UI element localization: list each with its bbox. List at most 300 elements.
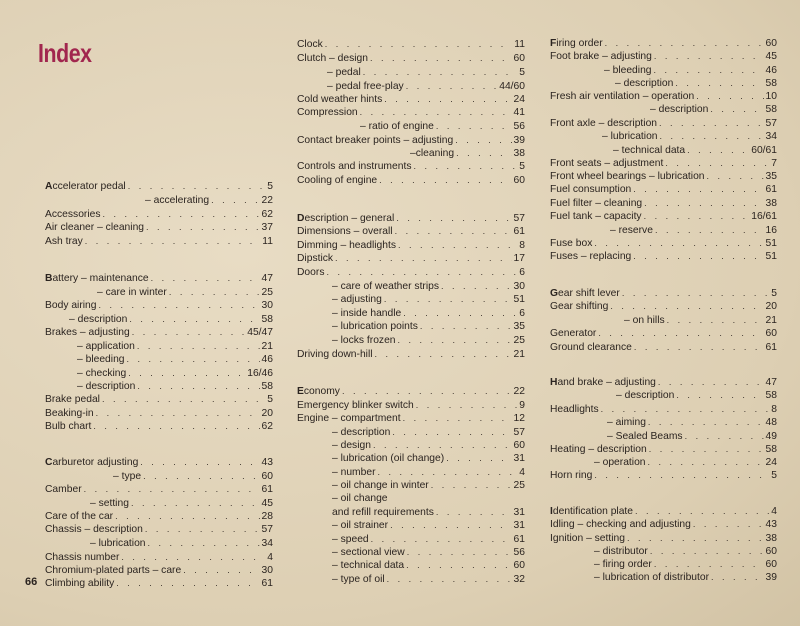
entry-page-ref: 45/47 [247, 327, 273, 338]
entry-label [550, 287, 620, 300]
entry-page-ref: 6 [519, 267, 525, 278]
entry-text: – setting [90, 498, 129, 509]
index-entry [616, 389, 777, 402]
index-entry [332, 479, 525, 492]
entry-label [615, 77, 673, 90]
letter-initial: H [550, 377, 558, 388]
index-entry [332, 452, 525, 465]
entry-text: – type of oil [332, 574, 385, 585]
entry-text: – on hills [624, 315, 665, 326]
index-entry [550, 170, 777, 183]
entry-label [45, 551, 119, 564]
index-entry [610, 224, 777, 237]
dot-leader [373, 439, 512, 452]
entry-page-ref: 25 [261, 287, 273, 298]
entry-label [297, 38, 323, 51]
index-entry [332, 506, 525, 519]
entry-page-ref: 61 [513, 226, 525, 237]
entry-label [77, 380, 135, 393]
index-entry [594, 558, 777, 571]
dot-leader [605, 37, 764, 50]
entry-label [550, 443, 647, 456]
entry-page-ref: 60 [513, 175, 525, 186]
entry-label [332, 293, 382, 306]
entry-page-ref: 61 [261, 578, 273, 589]
entry-page-ref: 60/61 [751, 145, 777, 156]
entry-label [297, 225, 393, 238]
entry-page-ref: 58 [261, 314, 273, 325]
entry-page-ref: 12 [513, 413, 525, 424]
entry-page-ref: 44/60 [499, 81, 525, 92]
index-entry [77, 367, 273, 380]
entry-label [297, 160, 411, 173]
entry-label [332, 519, 388, 532]
entry-text: Front wheel bearings – lubrication [550, 171, 705, 182]
entry-label [77, 353, 125, 366]
entry-page-ref: 60 [765, 328, 777, 339]
entry-label [550, 117, 657, 130]
entry-label [332, 307, 401, 320]
entry-label [550, 237, 592, 250]
entry-label [550, 532, 625, 545]
entry-page-ref: 5 [519, 161, 525, 172]
entry-text: – number [332, 467, 376, 478]
index-entry [550, 183, 777, 196]
entry-label [45, 456, 138, 469]
entry-text: Cold weather hints [297, 94, 383, 105]
entry-page-ref: 58 [261, 381, 273, 392]
entry-page-ref: 5 [771, 470, 777, 481]
entry-page-ref: 45 [261, 498, 273, 509]
entry-text: arburetor adjusting [52, 457, 139, 468]
entry-page-ref: 38 [765, 533, 777, 544]
dot-leader [398, 334, 512, 347]
dot-leader [693, 518, 764, 531]
dot-leader [363, 66, 517, 79]
dot-leader [390, 519, 511, 532]
index-entry [332, 546, 525, 559]
entry-page-ref: 58 [765, 78, 777, 89]
entry-page-ref: 46 [261, 354, 273, 365]
index-entry [297, 212, 525, 225]
entry-text: Fuse box [550, 238, 593, 249]
entry-text: Idling – checking and adjusting [550, 519, 691, 530]
index-entry [550, 37, 777, 50]
entry-text: Clutch – design [297, 53, 368, 64]
entry-label [550, 170, 705, 183]
index-entry [45, 326, 273, 339]
dot-leader [85, 235, 261, 248]
entry-text: Air cleaner – cleaning [45, 222, 145, 233]
entry-text: Chassis – description [45, 524, 143, 535]
entry-page-ref: 37 [261, 222, 273, 233]
entry-label [550, 327, 596, 340]
entry-label [550, 37, 603, 50]
dot-leader [326, 266, 517, 279]
entry-page-ref: 31 [513, 507, 525, 518]
entry-text: Horn ring [550, 470, 593, 481]
entry-label [45, 221, 144, 234]
dot-leader [598, 327, 763, 340]
index-entry [113, 470, 273, 483]
dot-leader [633, 250, 763, 263]
dot-leader [370, 52, 512, 65]
dot-leader [378, 466, 518, 479]
dot-leader [384, 93, 511, 106]
letter-initial: G [550, 288, 559, 299]
index-entry [332, 293, 525, 306]
index-entry [550, 237, 777, 250]
dot-leader [379, 174, 511, 187]
entry-page-ref: 5 [519, 67, 525, 78]
entry-page-ref: 34 [261, 538, 273, 549]
dot-leader [675, 77, 763, 90]
entry-label [45, 326, 130, 339]
entry-page-ref: 20 [261, 408, 273, 419]
entry-page-ref: 60 [261, 471, 273, 482]
index-entry [45, 483, 273, 496]
entry-label [45, 510, 113, 523]
dot-leader [648, 456, 764, 469]
entry-text: ccelerator pedal [52, 181, 126, 192]
dot-leader [622, 287, 769, 300]
index-entry [297, 266, 525, 279]
entry-text: Dipstick [297, 253, 334, 264]
index-entry [550, 469, 777, 482]
dot-leader [710, 103, 763, 116]
dot-leader [665, 157, 769, 170]
entry-page-ref: 10 [765, 91, 777, 102]
entry-text: – oil strainer [332, 520, 389, 531]
index-entry [297, 412, 525, 425]
index-entry [332, 439, 525, 452]
entry-page-ref: 16/61 [751, 211, 777, 222]
index-entry [550, 157, 777, 170]
entry-page-ref: 47 [261, 273, 273, 284]
index-entry [550, 117, 777, 130]
dot-leader [455, 134, 511, 147]
dot-leader [116, 577, 259, 590]
dot-leader [137, 380, 259, 393]
dot-leader [707, 170, 764, 183]
entry-text: Fuel filter – cleaning [550, 198, 643, 209]
entry-label [332, 506, 434, 519]
entry-label [616, 389, 674, 402]
index-entry [327, 80, 525, 93]
dot-leader [325, 38, 513, 51]
dot-leader [398, 239, 517, 252]
entry-label [332, 466, 376, 479]
entry-page-ref: 39 [513, 135, 525, 146]
index-entry [297, 239, 525, 252]
entry-text: Dimensions – overall [297, 226, 393, 237]
index-entry [297, 106, 525, 119]
entry-text: – type [113, 471, 142, 482]
entry-text: – pedal [327, 67, 361, 78]
entry-page-ref: 30 [513, 281, 525, 292]
entry-label [97, 286, 167, 299]
entry-page-ref: 5 [267, 394, 273, 405]
dot-leader [145, 523, 260, 536]
entry-page-ref: 57 [513, 213, 525, 224]
entry-text: – Sealed Beams [607, 431, 683, 442]
dot-leader [132, 326, 246, 339]
index-entry [45, 393, 273, 406]
dot-leader [633, 183, 763, 196]
entry-label [613, 144, 685, 157]
entry-text: Ground clearance [550, 342, 632, 353]
entry-page-ref: 9 [519, 400, 525, 411]
dot-leader [446, 452, 511, 465]
entry-label [145, 194, 209, 207]
entry-label [45, 483, 82, 496]
entry-page-ref: 7 [771, 158, 777, 169]
entry-label [45, 235, 83, 248]
dot-leader [151, 272, 260, 285]
entry-text: – adjusting [332, 294, 382, 305]
entry-page-ref: 4 [519, 467, 525, 478]
entry-page-ref: 51 [765, 238, 777, 249]
entry-page-ref: 60 [765, 38, 777, 49]
dot-leader [711, 571, 763, 584]
entry-label [90, 537, 146, 550]
entry-text: Engine – compartment [297, 413, 401, 424]
dot-leader [146, 221, 260, 234]
index-entry [297, 399, 525, 412]
dot-leader [416, 399, 518, 412]
entry-text: dentification plate [552, 506, 634, 517]
dot-leader [140, 456, 259, 469]
entry-label [297, 385, 340, 398]
index-entry [45, 235, 273, 248]
entry-page-ref: 21 [765, 315, 777, 326]
entry-label [297, 134, 453, 147]
entry-page-ref: 21 [261, 341, 273, 352]
entry-page-ref: 8 [519, 240, 525, 251]
entry-label [332, 559, 404, 572]
entry-label [550, 183, 631, 196]
entry-page-ref: 38 [513, 148, 525, 159]
index-entry [332, 426, 525, 439]
entry-label [410, 147, 454, 160]
entry-label [332, 452, 444, 465]
entry-text: Gear shifting [550, 301, 609, 312]
dot-leader [594, 469, 769, 482]
index-entry [45, 208, 273, 221]
entry-text: – lubrication [602, 131, 658, 142]
index-entry [550, 532, 777, 545]
entry-label [69, 313, 127, 326]
entry-label [297, 174, 377, 187]
dot-leader [384, 293, 512, 306]
index-entry [297, 160, 525, 173]
entry-text: conomy [303, 386, 340, 397]
dot-leader [654, 50, 764, 63]
entry-text: Headlights [550, 404, 599, 415]
entry-text: and refill requirements [332, 507, 434, 518]
entry-page-ref: 46 [765, 65, 777, 76]
index-entry [550, 376, 777, 389]
entry-text: and brake – adjusting [557, 377, 656, 388]
entry-text: Chassis number [45, 552, 120, 563]
dot-leader [687, 144, 749, 157]
entry-page-ref: 38 [765, 198, 777, 209]
entry-label [594, 545, 648, 558]
entry-label [332, 320, 418, 333]
entry-label [550, 341, 632, 354]
entry-page-ref: 61 [765, 342, 777, 353]
entry-text: – description [69, 314, 128, 325]
entry-page-ref: 24 [513, 94, 525, 105]
dot-leader [211, 194, 259, 207]
entry-label [550, 157, 663, 170]
entry-label [297, 52, 368, 65]
entry-page-ref: 5 [267, 181, 273, 192]
dot-leader [360, 106, 512, 119]
entry-page-ref: 60 [765, 559, 777, 570]
entry-page-ref: 60 [513, 560, 525, 571]
entry-text: Ash tray [45, 236, 83, 247]
entry-page-ref: 11 [262, 236, 273, 247]
entry-label [297, 266, 324, 279]
index-entry [594, 456, 777, 469]
index-entry [297, 385, 525, 398]
entry-page-ref: 22 [513, 386, 525, 397]
entry-text: – reserve [610, 225, 653, 236]
index-entry [45, 299, 273, 312]
dot-leader [655, 224, 764, 237]
entry-label [360, 120, 434, 133]
entry-label [77, 367, 126, 380]
entry-label [607, 430, 683, 443]
entry-text: iring order [556, 38, 603, 49]
entry-page-ref: 45 [765, 51, 777, 62]
entry-page-ref: 25 [513, 335, 525, 346]
letter-initial: E [297, 386, 304, 397]
entry-text: – oil change [332, 493, 388, 504]
entry-text: Clock [297, 39, 323, 50]
dot-leader [413, 160, 517, 173]
entry-label [594, 558, 652, 571]
dot-leader [436, 506, 512, 519]
index-entry [45, 407, 273, 420]
entry-text: – lubrication of distributor [594, 572, 710, 583]
entry-page-ref: 21 [513, 349, 525, 360]
entry-text: – lubrication points [332, 321, 418, 332]
entry-page-ref: 16 [765, 225, 777, 236]
entry-page-ref: 57 [261, 524, 273, 535]
index-entry [550, 250, 777, 263]
entry-label [594, 571, 709, 584]
entry-label [550, 210, 642, 223]
index-entry [550, 403, 777, 416]
entry-page-ref: 24 [765, 457, 777, 468]
dot-leader [667, 314, 764, 327]
entry-page-ref: 25 [513, 480, 525, 491]
index-entry [550, 50, 777, 63]
entry-text: Fresh air ventilation – operation [550, 91, 695, 102]
entry-text: – care of weather strips [332, 281, 440, 292]
index-entry [550, 210, 777, 223]
entry-text: Contact breaker points – adjusting [297, 135, 454, 146]
index-entry [332, 466, 525, 479]
dot-leader [634, 341, 764, 354]
entry-label [45, 180, 126, 193]
entry-text: Fuel tank – capacity [550, 211, 642, 222]
dot-leader [128, 367, 245, 380]
dot-leader [137, 340, 260, 353]
index-entry [624, 314, 777, 327]
dot-leader [654, 64, 764, 77]
entry-text: – ratio of engine [360, 121, 434, 132]
entry-label [45, 564, 181, 577]
entry-label [607, 416, 646, 429]
entry-text: – care in winter [97, 287, 167, 298]
dot-leader [335, 252, 511, 265]
index-entry [332, 334, 525, 347]
index-entry [360, 120, 525, 133]
entry-text: – lubrication [90, 538, 146, 549]
entry-page-ref: 30 [261, 300, 273, 311]
entry-page-ref: 47 [765, 377, 777, 388]
dot-leader [420, 320, 512, 333]
index-entry [550, 287, 777, 300]
entry-page-ref: 5 [771, 288, 777, 299]
dot-leader [129, 313, 259, 326]
entry-page-ref: 4 [771, 506, 777, 517]
entry-page-ref: 60 [513, 440, 525, 451]
index-entry [297, 174, 525, 187]
entry-text: – speed [332, 534, 369, 545]
dot-leader [128, 180, 266, 193]
page-number: 66 [25, 576, 38, 588]
entry-text: – lubrication (oil change) [332, 453, 445, 464]
dot-leader [183, 564, 259, 577]
dot-leader [649, 443, 764, 456]
entry-label [297, 93, 382, 106]
entry-text: Foot brake – adjusting [550, 51, 652, 62]
index-entry [607, 430, 777, 443]
entry-page-ref: 62 [261, 421, 273, 432]
index-entry [550, 327, 777, 340]
letter-initial: A [45, 181, 53, 192]
entry-label [45, 208, 101, 221]
dot-leader [407, 546, 512, 559]
letter-initial: D [297, 213, 305, 224]
index-entry [145, 194, 273, 207]
entry-label [332, 492, 388, 505]
dot-leader [371, 533, 512, 546]
index-entry [550, 300, 777, 313]
entry-label [332, 334, 396, 347]
entry-page-ref: 58 [765, 444, 777, 455]
entry-text: – bleeding [604, 65, 652, 76]
entry-label [90, 497, 129, 510]
entry-label [624, 314, 665, 327]
entry-text: Emergency blinker switch [297, 400, 414, 411]
entry-label [297, 252, 333, 265]
entry-page-ref: 35 [513, 321, 525, 332]
entry-text: – checking [77, 368, 127, 379]
entry-label [332, 280, 439, 293]
entry-label [297, 348, 373, 361]
dot-leader [644, 210, 750, 223]
dot-leader [696, 90, 763, 103]
entry-text: – design [332, 440, 371, 451]
index-entry [77, 340, 273, 353]
index-entry [594, 571, 777, 584]
entry-label [550, 469, 592, 482]
